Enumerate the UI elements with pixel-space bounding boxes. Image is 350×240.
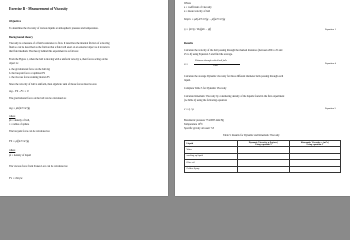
row-liquid-name: Olive oil [185,160,238,166]
equation-sum: mg - Fb - Fv = 0 [9,89,29,93]
header-liquid: Liquid [185,141,238,147]
background-line-3: that fluid medium. The theory behind this experiment is as follows: [9,50,79,53]
equation-viscosity: η = (2r²g / 9u)(ρb − ρf) [184,27,212,31]
force-item-b: b. the buoyant force or upthrust Fb [9,72,46,75]
where-label-2: where [9,149,16,152]
definition-1: a = coefficient of viscosity [184,6,212,9]
table-row [185,166,341,172]
where-label: where [9,115,16,118]
definition-2: u = mean velocity of ball [184,10,211,13]
background-heading: Background theory [9,35,33,39]
background-line-1: Viscosity is a measure of a fluid's resistance to flow. It describes the internal friction of a moving [9,42,110,45]
row-liquid-name: Water [185,147,238,153]
header-kinematic-viscosity: Kinematic Viscosity, ν (m²/s) Using equation 5 [289,141,341,147]
where-label: Where [184,2,191,5]
gravitational-text: The gravitational force on the ball can be calculated as: [9,97,67,100]
row-kinematic-cell[interactable] [289,166,341,172]
exercise-title: Exercise B - Measurement of Viscosity [9,7,68,11]
forces-intro: From the Figure 1, when the ball is moving with a uniform velocity u, then forces acting on the [9,58,108,61]
background-line-2: fluid so can be described as the friction that a fluid will exert on an external object as it travels in [9,46,110,49]
viscosity-results-table [184,140,341,173]
kinematic-line-1: Calculate Kinematic Viscosity by considering density of the liquids found in the first experiment [184,95,285,98]
forces-intro-2: object is: [9,62,19,65]
equation-mg: mg = ρb(4/3 πr³)g [9,106,30,110]
table-caption: Table 5: Results for Dynamic and Kinematic Viscosity [223,134,280,137]
results-heading: Results [184,41,193,45]
velocity-denominator: Time [213,64,218,67]
results-line-2: 25 to 0) using Equation 3 and find the average. [184,53,233,56]
document-page-left [0,0,168,196]
velocity-lhs: u = [184,62,189,66]
kinematic-line-2: (A-Table 2) using the following equation: [184,99,228,102]
equation-fb: Fb = ρf(4/3 πr³)g [9,139,30,143]
buoyant-text: The buoyant force can be calculated as: [9,130,51,133]
equation-balance: 6πηru = ρb(4/3 πr³)g − ρf(4/3 πr³)g [184,17,226,21]
row-liquid-name: Golden Syrup [185,166,238,172]
stokes-text: The viscous force from Stokes Law can be calculated as: [9,165,68,168]
equation-5-label: Equation 5 [325,107,336,110]
calc-line-2: liquid. [184,79,191,82]
temperature: Temperature 19°C [184,123,204,126]
results-line-1: Calculate the velocity of the ball passing through the marked distances (between 200 to 25 and [184,49,283,52]
barometric-pressure: Barometric pressure 774.0855 mm Hg [184,119,224,122]
row-dynamic-cell[interactable] [238,166,289,172]
where-item-2: r = radius of sphere [9,123,30,126]
velocity-numerator: Distance through which ball falls [195,59,227,62]
objective-heading: Objective [9,19,21,23]
force-item-a: a. the gravitational force on the ball mg [9,68,50,71]
where2-item-1: ρf = density of liquid [9,154,31,157]
where-item-1: ρb = density of ball, [9,119,30,122]
document-page-right [175,0,350,196]
equation-1-label: Equation 1 [325,28,336,31]
row-liquid-name: washing up liquid [185,153,238,159]
calc-line-1: Calculate the average Dynamic viscosity for three different diameter balls passing through each [184,75,284,78]
force-item-c: c. the viscous force resisting motion Fv [9,76,50,79]
equation-kinematic: ν = η / ρ [184,107,194,111]
complete-table-text: Complete Table 5 for Dynamic Viscosity [184,87,227,90]
equation-fv: Fv = 6πηru [9,176,23,180]
equation-4-label: Equation 4 [325,62,336,65]
objective-text: To determine the viscosity of various liquids at atmospheric pressure and temperature. [9,27,99,30]
specific-gravity: Specific gravity oil used: 7.8 [184,127,214,130]
since-text: Since the velocity of ball is uniform, then algebraic sum of these forces must be zero [9,83,97,86]
header-dynamic-viscosity: Dynamic Viscosity, η (kg/m.s) Using equation 3 [238,141,289,147]
